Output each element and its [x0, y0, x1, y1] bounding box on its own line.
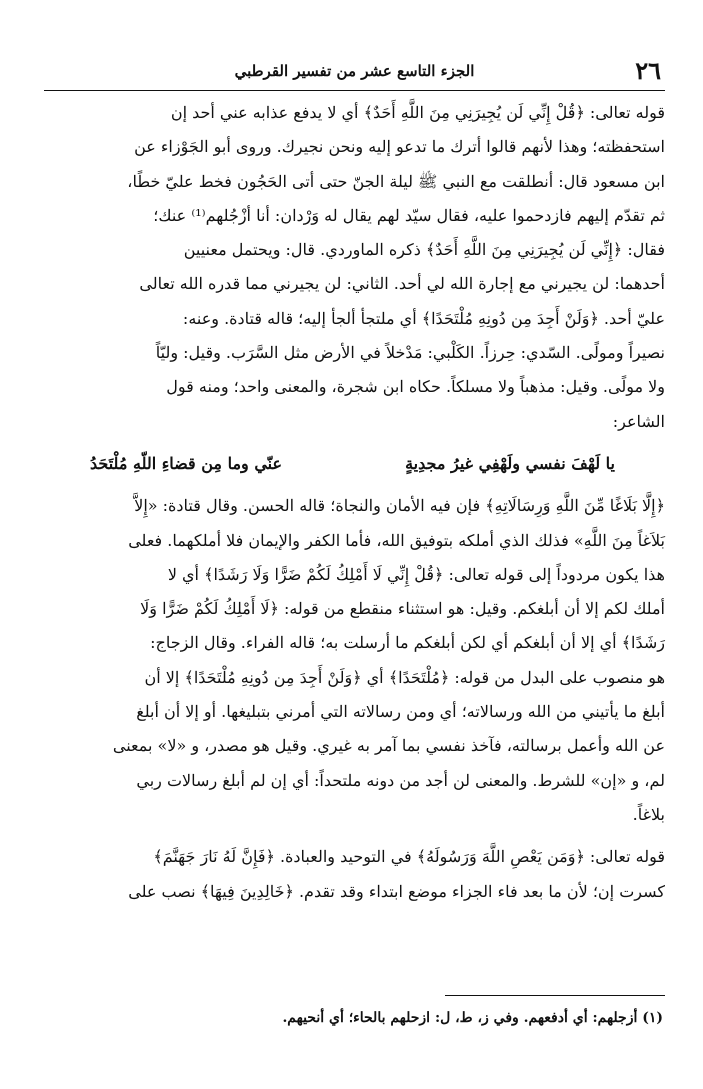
- text-line: نصيراً ومولًى. السّدي: حِرزاً. الكَلْبي: مَدْخلاً في الأرض مثل السَّرَب. وقيل: وليّاً: [155, 343, 665, 363]
- page-number: ٢٦: [635, 56, 661, 85]
- text-line: بَلاَغاً مِنَ اللَّهِ» فذلك الذي أملكه بتوفيق الله، فأما الكفر والإيمان فلا أملكهما. فعلى: [128, 530, 665, 550]
- text-line: أملك لكم إلا أن أبلغكم. وقيل: هو استثناء منقطع من قوله: ﴿لَا أَمْلِكُ لَكُمْ ضَرًّا وَلَا: [140, 599, 665, 619]
- text-line: قوله تعالى: ﴿قُلْ إِنِّي لَن يُجِيرَنِي مِنَ اللَّهِ أَحَدٌ﴾ أي لا يدفع عذابه عني أحد إن: [170, 103, 665, 122]
- text-line: ولا مولًى. وقيل: مذهباً ولا مسلكاً. حكاه ابن شجرة، والمعنى واحد؛ ومنه قول: [166, 377, 665, 397]
- text-line: الشاعر:: [612, 411, 665, 431]
- footnote: (١) أزجلهم: أي أدفعهم. وفي ز، ط، ل: ازحلهم بالحاء؛ أي أنحيهم.: [282, 1010, 663, 1026]
- text-line: قوله تعالى: ﴿وَمَن يَعْصِ اللَّهَ وَرَسُولَهُ﴾ في التوحيد والعبادة. ﴿فَإِنَّ لَهُ نَارَ جَهَنَّمَ﴾: [153, 847, 665, 867]
- text-line: أبلغ ما يأتيني من الله ورسالاته؛ أي ومن رسالاته التي أمرني بتبليغها. أو إلا أن أبلغ: [136, 702, 665, 722]
- text-line: فقال: ﴿إِنِّي لَن يُجِيرَنِي مِنَ اللَّهِ أَحَدٌ﴾ ذكره الماوردي. قال: ويحتمل معنيين: [183, 240, 665, 260]
- text-line: هو منصوب على البدل من قوله: ﴿مُلْتَحَدًا﴾ أي ﴿وَلَنْ أَجِدَ مِن دُونِهِ مُلْتَحَدًا﴾ إلا أن: [144, 667, 665, 687]
- page-header: [44, 54, 665, 91]
- footnote-divider: [445, 995, 665, 996]
- text-line: بلاغاً.: [632, 804, 665, 824]
- page-body: [44, 96, 665, 909]
- text-line: أحدهما: لن يجيرني مع إجارة الله لي أحد. الثاني: لن يجيرني مما قدره الله تعالى: [139, 274, 665, 294]
- text-line: لم، و «إن» للشرط. والمعنى لن أجد من دونه ملتحداً: أي إن لم أبلغ رسالات ربي: [136, 770, 665, 790]
- text-line: رَشَدًا﴾ أي إلا أن أبلغكم أي لكن أبلغكم ما أرسلت به؛ قاله الفراء. وقال الزجاج:: [150, 633, 665, 653]
- text-line: استحفظته؛ وهذا لأنهم قالوا أترك ما تدعو إليه ونحن نجيرك. وروى أبو الجَوْزاء عن: [134, 137, 665, 157]
- text-line: كسرت إن؛ لأن ما بعد فاء الجزاء موضع ابتداء وقد تقدم. ﴿خَالِدِينَ فِيهَا﴾ نصب على: [128, 881, 665, 901]
- text-line: ابن مسعود قال: أنطلقت مع النبي ﷺ ليلة الجنّ حتى أتى الحَجُون فخط عليّ خطًا،: [127, 171, 665, 191]
- text-line: عن الله وأعمل برسالته، فآخذ نفسي بما آمر به غيري. وقيل هو مصدر، و «لا» بمعنى: [112, 736, 665, 756]
- text-line: هذا يكون مردوداً إلى قوله تعالى: ﴿قُلْ إِنِّي لَا أَمْلِكُ لَكُمْ ضَرًّا وَلَا رَشَدًا﴾ أي لا: [167, 564, 665, 584]
- running-title: الجزء التاسع عشر من تفسير القرطبي: [234, 62, 475, 80]
- text-line: ثم تقدّم إليهم فازدحموا عليه، فقال سيّد لهم يقال له وَرْدان: أنا أزْجُلهم⁽¹⁾ عنك؛: [153, 205, 665, 225]
- text-line: عليّ أحد. ﴿وَلَنْ أَجِدَ مِن دُونِهِ مُلْتَحَدًا﴾ أي ملتجأ ألجأ إليه؛ قاله قتادة. وعنه:: [182, 308, 665, 328]
- poetry-verse: [44, 447, 665, 481]
- verse-first-hemistich: يا لَهْفَ نفسي ولَهْفِي غيرُ مجدِيةٍ: [405, 453, 615, 473]
- text-line: ﴿إِلَّا بَلَاغًا مِّنَ اللَّهِ وَرِسَالَاتِهِ﴾ فإن فيه الأمان والنجاة؛ قاله الحسن. وقال قتادة: «إِلاَّ: [134, 496, 665, 516]
- verse-second-hemistich: عنّي وما مِن قضاءِ اللّهِ مُلْتَحَدُ: [90, 453, 283, 473]
